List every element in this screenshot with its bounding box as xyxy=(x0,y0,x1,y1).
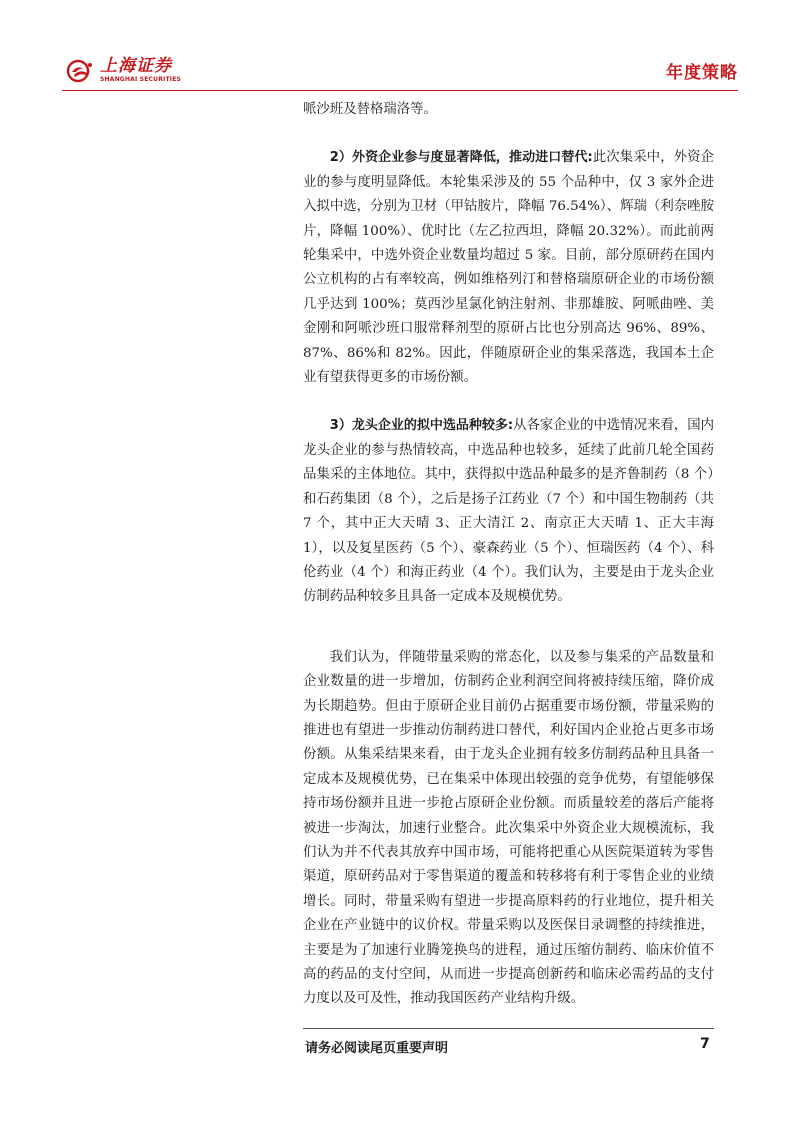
page-number: 7 xyxy=(700,1036,710,1052)
intro-tail-paragraph: 哌沙班及替格瑞洛等。 xyxy=(303,102,437,117)
disclaimer-note: 请务必阅读尾页重要声明 xyxy=(305,1041,449,1056)
section-leading-enterprises xyxy=(303,414,714,609)
section-foreign-enterprises xyxy=(303,146,714,390)
brand-logo xyxy=(66,58,181,83)
header-divider xyxy=(62,90,738,91)
section-leading-enterprises-heading: 3）龙头企业的拟中选品种较多: xyxy=(329,418,514,434)
conclusion-paragraph: 我们认为，伴随带量采购的常态化，以及参与集采的产品数量和企业数量的进一步增加，仿制药企业利润空间将被持续压缩，降价成为长期趋势。但由于原研企业目前仍占据重要市场份额，带量采购的推进也有望进一步推动仿制药进口替代，利好国内企业抢占更多市场份额。从集采结果来看，由于龙头企业拥有较多仿制药品种且具备一定成本及规模优势，已在集采中体现出较强的竞争优势，有望能够保持市场份额并且进一步抢占原研企业份额。而质量较差的落后产能将被进一步淘汰，加速行业整合。此次集采中外资企业大规模流标，我们认为并不代表其放弃中国市场，可能将把重心从医院渠道转为零售渠道，原研药品对于零售渠道的覆盖和转移将有利于零售企业的业绩增长。同时，带量采购有望进一步提高原料药的行业地位，提升相关企业在产业链中的议价权。带量采购以及医保目录调整的持续推进，主要是为了加速行业腾笼换鸟的进程，通过压缩仿制药、临床价值不高的药品的支付空间，从而进一步提高创新药和临床必需药品的支付力度以及可及性，推动我国医药产业结构升级。 xyxy=(303,649,714,1007)
section-foreign-enterprises-heading: 2）外资企业参与度显著降低，推动进口替代: xyxy=(329,150,593,166)
report-body xyxy=(303,98,714,1012)
section-foreign-enterprises-text: 此次集采中，外资企业的参与度明显降低。本轮集采涉及的 55 个品种中，仅 3 家外企进入拟中选，分别为卫材（甲钴胺片，降幅 76.54%）、辉瑞（利奈唑胺片，降幅 100%）、优时比（左乙拉西坦，降幅 20.32%）。而此前两轮集采中，中选外资企业数量均超过 5 家。目前，部分原研药在国内公立机构的占有率较高，例如维格列汀和替格瑞原研企业的市场份额几乎达到 100%；莫西沙星氯化钠注射剂、非那雄胺、阿哌曲唑、美金刚和阿哌沙班口服常释剂型的原研占比也分别高达 96%、89%、87%、86%和 82%。因此，伴随原研企业的集采落选，我国本土企业有望获得更多的市场份额。 xyxy=(303,150,715,386)
brand-name-cn: 上海证券 xyxy=(100,56,172,76)
report-type: 年度策略 xyxy=(666,63,738,83)
footer-divider xyxy=(303,1028,714,1029)
page-header xyxy=(62,52,738,92)
section-leading-enterprises-text: 从各家企业的中选情况来看，国内龙头企业的参与热情较高，中选品种也较多，延续了此前几轮全国药品集采的主体地位。其中，获得拟中选品种最多的是齐鲁制药（8 个）和石药集团（8 个），之后是扬子江药业（7 个）和中国生物制药（共 7 个，其中正大天晴 3、正大清江 2、南京正大天晴 1、正大丰海 1），以及复星医药（5 个）、豪森药业（5 个）、恒瑞医药（4 个）、科伦药业（4 个）和海正药业（4 个）。我们认为，主要是由于龙头企业仿制药品种较多且具备一定成本及规模优势。 xyxy=(303,418,715,605)
shanghai-securities-logo-icon xyxy=(66,59,96,83)
brand-name-en: SHANGHAI SECURITIES xyxy=(100,76,182,83)
